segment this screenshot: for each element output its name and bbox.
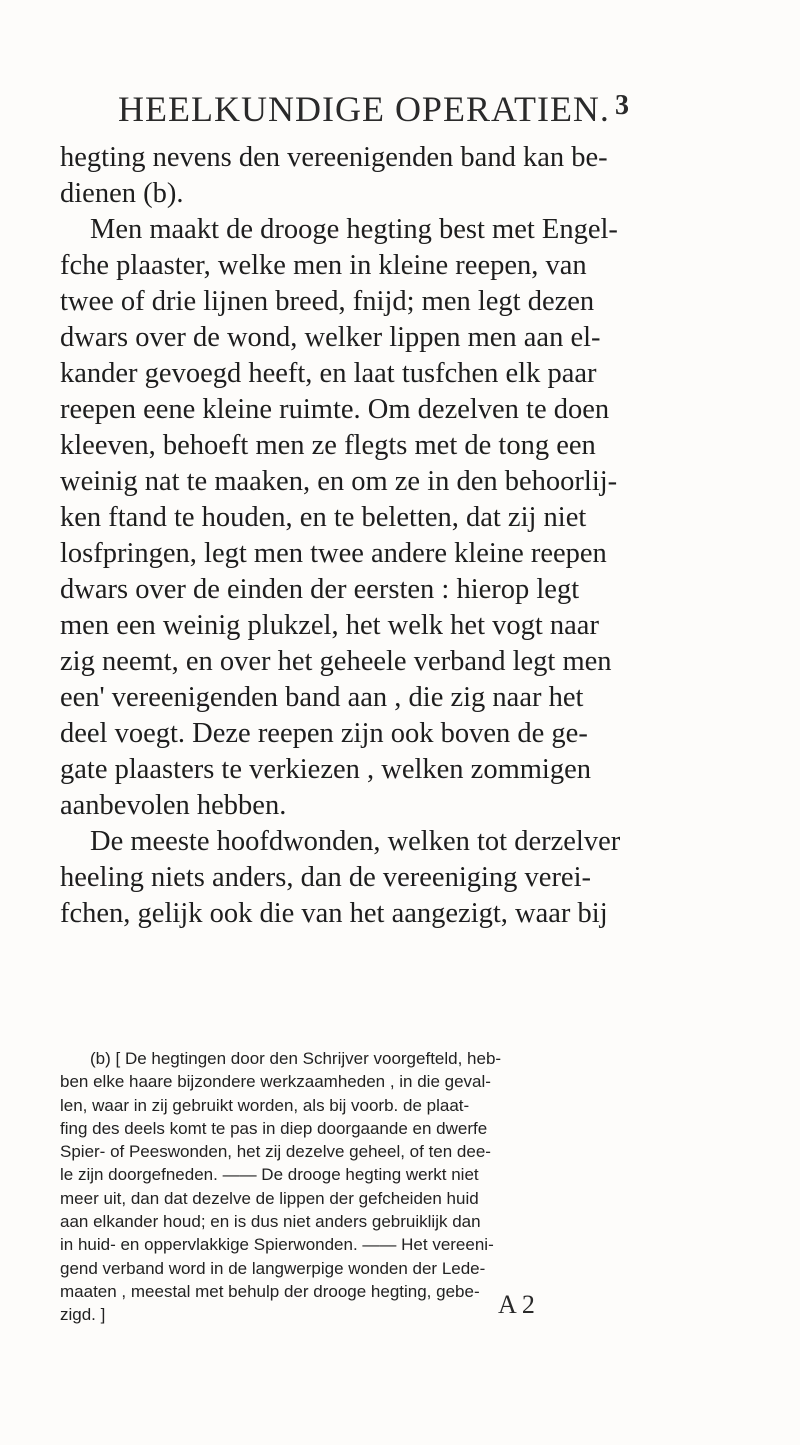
footnote-line: len, waar in zij gebruikt worden, als bij voorb. de plaat- xyxy=(60,1095,470,1115)
footnote-line: maaten , meestal met behulp der drooge hegting, gebe- xyxy=(60,1281,480,1301)
body-text xyxy=(60,140,670,932)
body-line: een' vereenigenden band aan , die zig naar het xyxy=(60,682,584,713)
body-line: reepen eene kleine ruimte. Om dezelven te doen xyxy=(60,394,610,425)
body-line: men een weinig plukzel, het welk het vogt naar xyxy=(60,610,599,641)
running-title: HEELKUNDIGE OPERATIEN. xyxy=(118,89,610,129)
body-line: kleeven, behoeft men ze flegts met de tong een xyxy=(60,430,596,461)
footnote-line: ben elke haare bijzondere werkzaamheden , in die geval- xyxy=(60,1072,491,1092)
footnote-line: in huid- en oppervlakkige Spierwonden. —— Het vereeni- xyxy=(60,1235,494,1255)
signature-mark: A 2 xyxy=(498,1290,535,1319)
body-line: heeling niets anders, dan de vereeniging verei- xyxy=(60,862,591,893)
footnote-line: aan elkander houd; en is dus niet anders gebruiklijk dan xyxy=(60,1212,481,1232)
body-line: dwars over de einden der eersten : hierop legt xyxy=(60,574,580,605)
footnote-line: (b) [ De hegtingen door den Schrijver voorgefteld, heb- xyxy=(90,1049,502,1068)
body-line: dienen (b). xyxy=(60,178,184,209)
footnote-line: le zijn doorgefneden. —— De drooge hegting werkt niet xyxy=(60,1165,479,1185)
footnote-line: gend verband word in de langwerpige wonden der Lede- xyxy=(60,1258,486,1278)
body-line: aanbevolen hebben. xyxy=(60,790,287,821)
body-line: weinig nat te maaken, en om ze in den behoorlij- xyxy=(60,466,618,497)
body-line: gate plaasters te verkiezen , welken zommigen xyxy=(60,754,591,785)
body-line: dwars over de wond, welker lippen men aan el- xyxy=(60,322,601,353)
footnote xyxy=(60,1047,670,1327)
body-line: hegting nevens den vereenigenden band kan be- xyxy=(60,142,608,173)
body-line: losfpringen, legt men twee andere kleine reepen xyxy=(60,538,607,569)
footnote-line: fing des deels komt te pas in diep doorgaande en dwerfe xyxy=(60,1118,488,1138)
body-line: fchen, gelijk ook die van het aangezigt, waar bij xyxy=(60,898,608,929)
body-line: deel voegt. Deze reepen zijn ook boven de ge- xyxy=(60,718,588,749)
body-line: Men maakt de drooge hegting best met Engel- xyxy=(90,214,618,245)
page-number: 3 xyxy=(615,90,629,121)
page-header xyxy=(118,88,638,138)
body-line: fche plaaster, welke men in kleine reepen, van xyxy=(60,250,587,281)
body-line: twee of drie lijnen breed, fnijd; men legt dezen xyxy=(60,286,595,317)
footnote-line: zigd. ] xyxy=(60,1305,106,1325)
body-line: ken ftand te houden, en te beletten, dat zij niet xyxy=(60,502,587,533)
body-line: zig neemt, en over het geheele verband legt men xyxy=(60,646,612,677)
body-line: kander gevoegd heeft, en laat tusfchen elk paar xyxy=(60,358,597,389)
footnote-line: Spier- of Peeswonden, het zij dezelve geheel, of ten dee- xyxy=(60,1142,491,1162)
footnote-line: meer uit, dan dat dezelve de lippen der gefcheiden huid xyxy=(60,1188,479,1208)
body-line: De meeste hoofdwonden, welken tot derzelver xyxy=(90,826,621,857)
